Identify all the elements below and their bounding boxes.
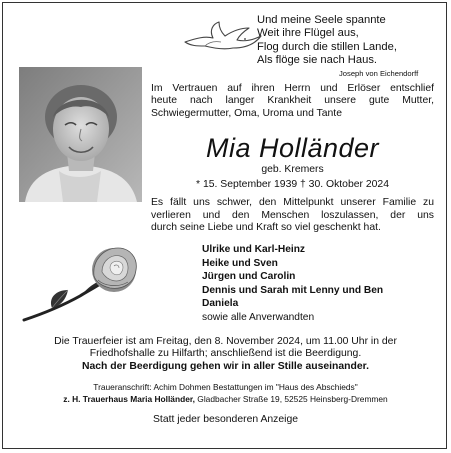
funeral-line: Friedhofshalle zu Hilfarth; anschließend ist die Beerdigung. [89, 348, 362, 360]
address-street: Gladbacher Straße 19, 52525 Heinsberg-Dremmen [194, 394, 388, 405]
funeral-line: Die Trauerfeier ist am Freitag, den 8. November 2024, um 11.00 Uhr in der [54, 336, 397, 347]
footer-note: Statt jeder besonderen Anzeige [153, 414, 298, 425]
family-list [202, 243, 383, 325]
life-dates: * 15. September 1939 † 30. Oktober 2024 [196, 179, 389, 190]
poem-author: Joseph von Eichendorff [339, 69, 419, 78]
portrait-photo [19, 67, 142, 202]
dove-icon [183, 20, 263, 60]
funeral-info [14, 336, 437, 373]
poem-line: Weit ihre Flügel aus, [257, 27, 359, 40]
portrait-image [19, 67, 142, 202]
funeral-note: Nach der Beerdigung gehen wir in aller Stille auseinander. [82, 360, 369, 372]
address-line: Traueranschrift: Achim Dohmen Bestattungen im "Haus des Abschieds" [93, 382, 358, 392]
poem-line: Und meine Seele spannte [257, 14, 386, 26]
intro-line: heute nach langer Krankheit unsere gute Mutter, [151, 95, 434, 107]
family-member: Ulrike und Karl-Heinz [202, 244, 306, 255]
deceased-name: Mia Holländer [205, 133, 380, 163]
mourning-address [14, 381, 437, 406]
intro-text [151, 83, 434, 120]
maiden-name: geb. Kremers [261, 164, 324, 175]
family-member: Dennis und Sarah mit Lenny und Ben [202, 284, 384, 296]
farewell-line: durch seine Liebe und Kraft so viel geschenkt hat. [151, 222, 381, 234]
intro-line: Im Vertrauen auf ihren Herrn und Erlöser entschlief [151, 83, 434, 94]
poem [257, 14, 397, 68]
poem-line: Flog durch die stillen Lande, [257, 40, 397, 53]
family-member: Daniela [202, 298, 239, 310]
rose-icon [22, 244, 142, 326]
farewell-line: verlieren und den Menschen loszulassen, der uns [151, 209, 434, 221]
address-recipient: z. H. Trauerhaus Maria Holländer, [63, 394, 195, 405]
family-member: Heike und Sven [202, 257, 278, 269]
address-line-2 [14, 393, 437, 405]
intro-line: Schwiegermutter, Oma, Uroma und Tante [151, 107, 342, 119]
poem-line: Als flöge sie nach Haus. [257, 54, 378, 67]
family-relatives: sowie alle Anverwandten [202, 311, 315, 323]
farewell-text [151, 197, 434, 235]
farewell-line: Es fällt uns schwer, den Mittelpunkt unserer Familie zu [151, 197, 434, 208]
family-member: Jürgen und Carolin [202, 271, 296, 283]
